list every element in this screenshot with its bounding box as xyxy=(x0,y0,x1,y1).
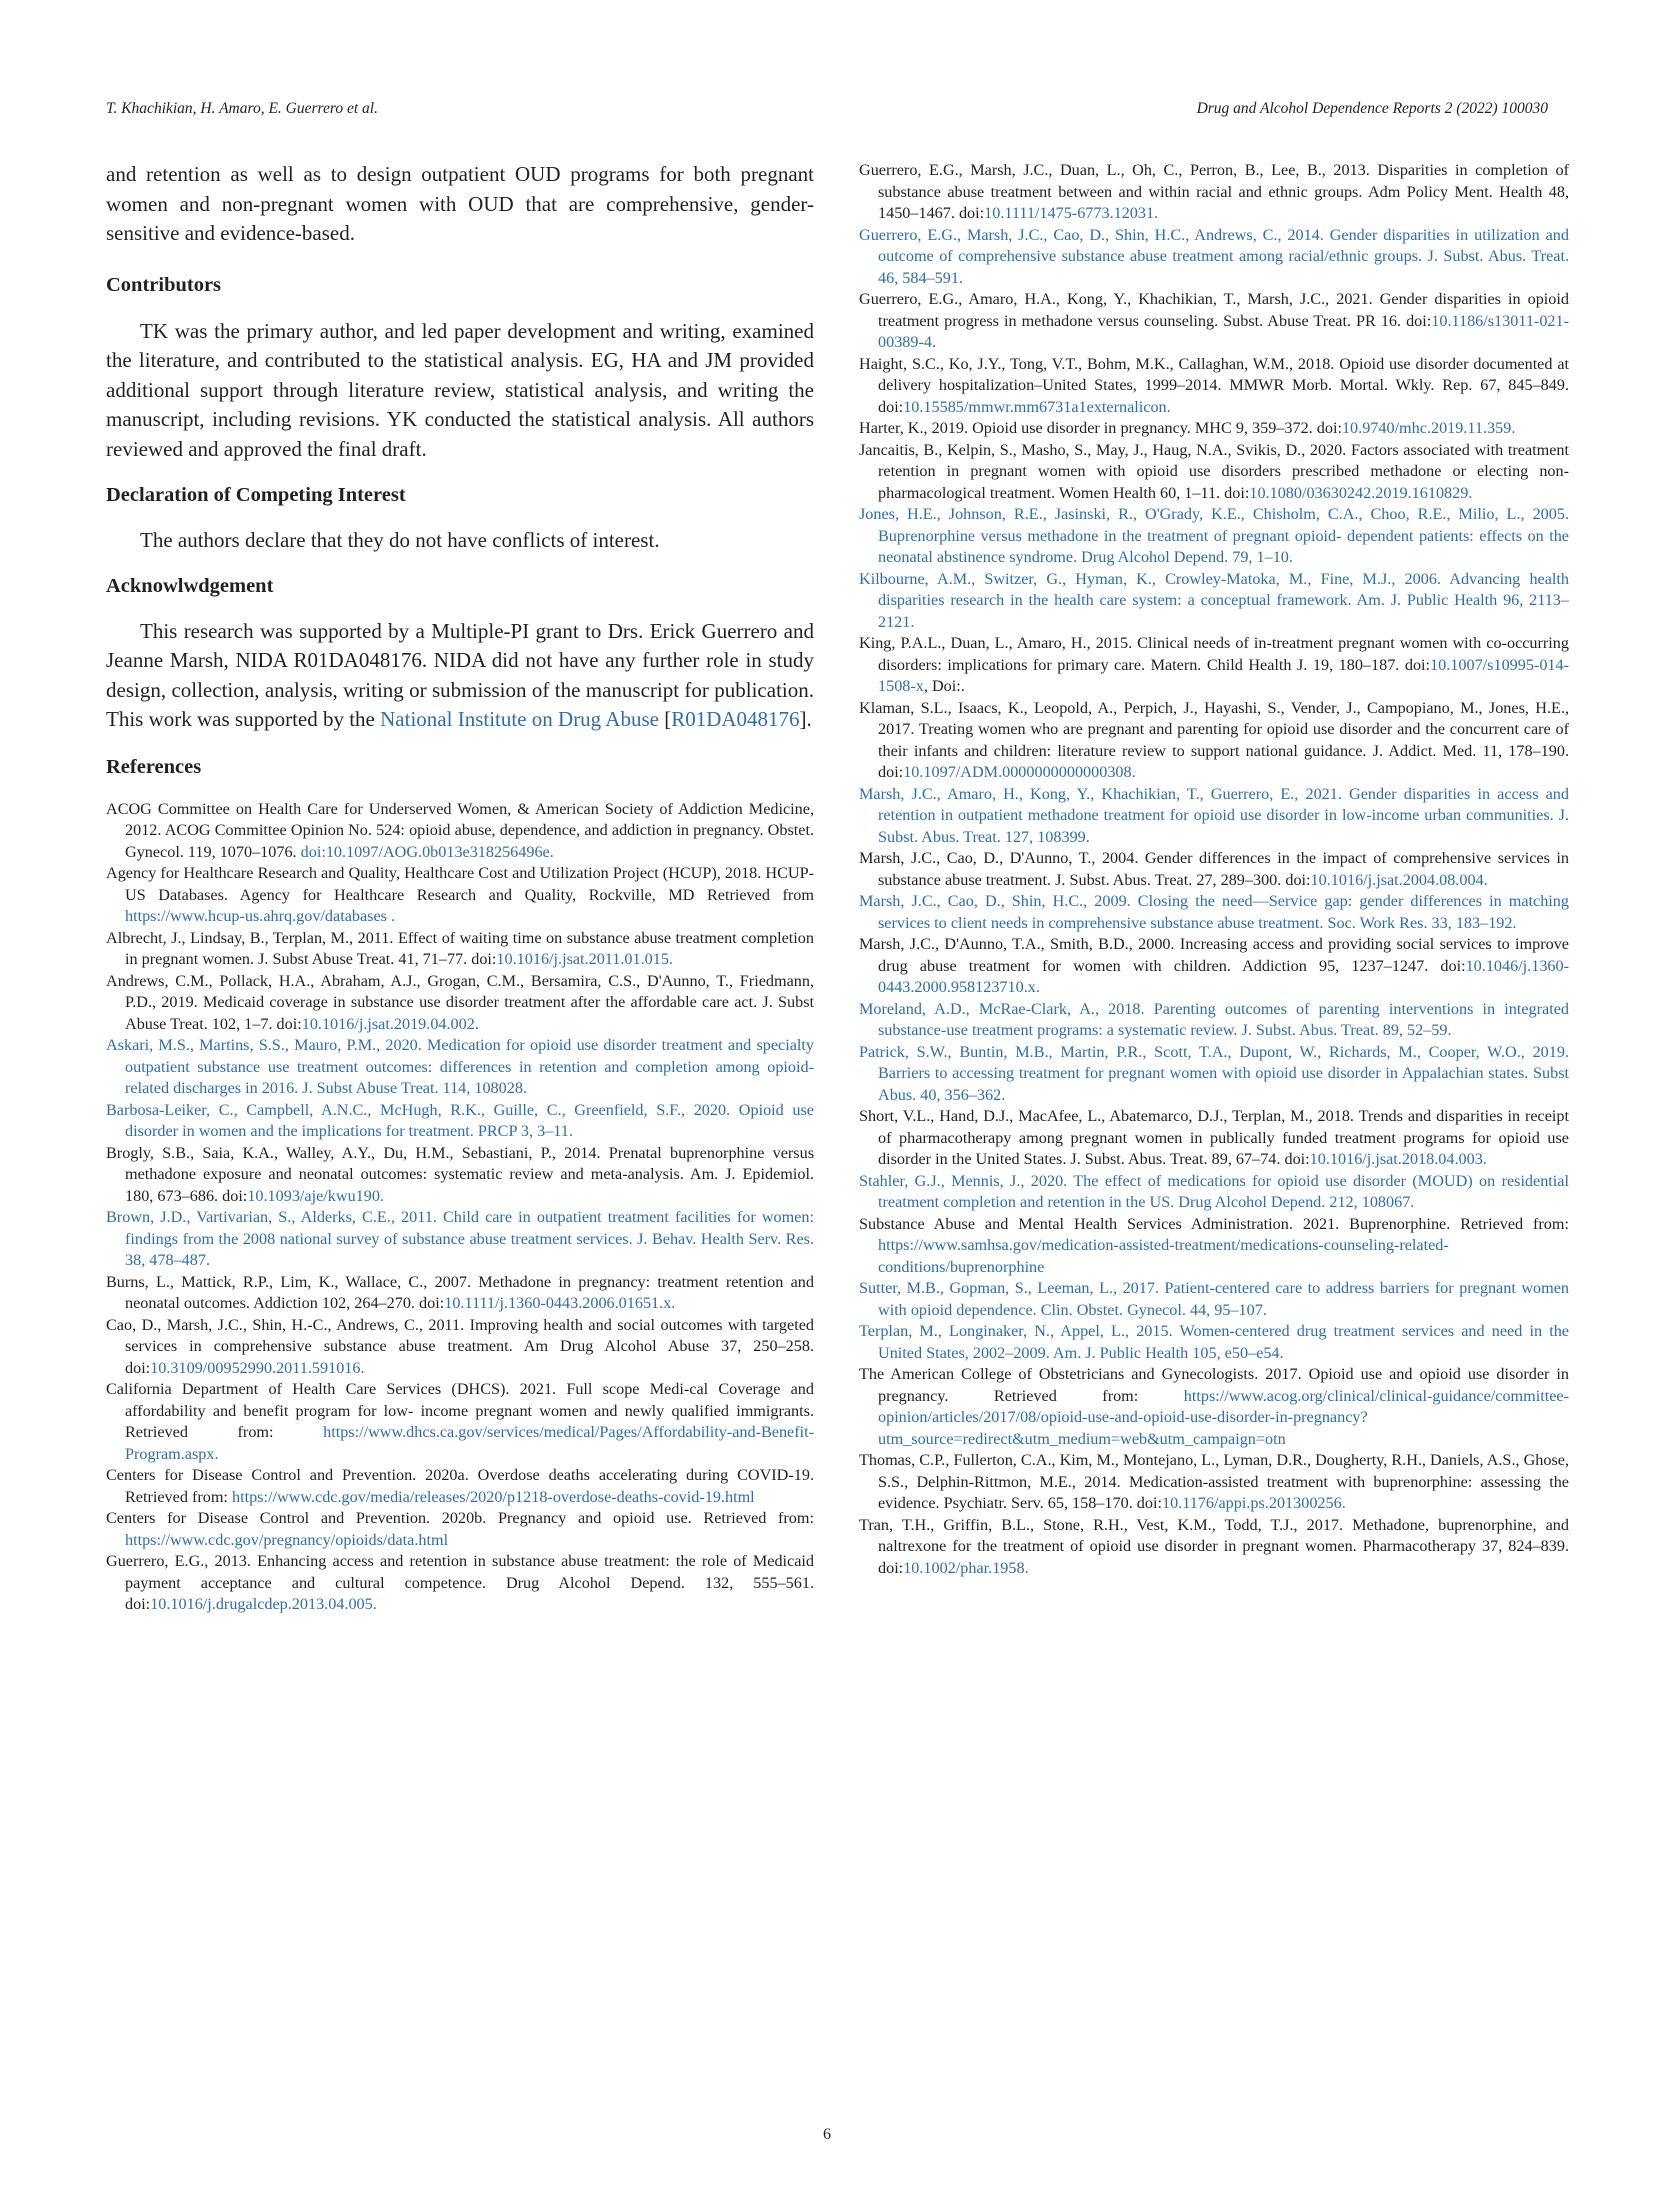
funder-link[interactable]: National Institute on Drug Abuse xyxy=(380,707,659,731)
reference-text: ACOG Committee on Health Care for Underserved Women, & American Society of Addiction Medicine, 2012. ACOG Committee Opinion No. 524: opioid abuse, dependence, and addiction in pregnancy. Obstet. Gynecol. 119, 1070–1076. xyxy=(106,799,814,861)
reference-entry xyxy=(106,799,814,864)
reference-linked-text[interactable]: Kilbourne, A.M., Switzer, G., Hyman, K., Crowley-Matoka, M., Fine, M.J., 2006. Advancing health disparities research in the health care system: a conceptual framework. Am. J. Public Health 96, 2113–2121. xyxy=(859,569,1569,631)
reference-linked-text[interactable]: Moreland, A.D., McRae-Clark, A., 2018. Parenting outcomes of parenting interventions in integrated substance-use treatment programs: a systematic review. J. Subst. Abus. Treat. 89, 52–59. xyxy=(859,999,1569,1039)
grant-close-bracket: ]. xyxy=(799,707,812,731)
acknowledgement-paragraph xyxy=(106,617,814,735)
reference-doi-link[interactable]: 10.1186/s13011-021-00389-4. xyxy=(878,311,1569,351)
reference-doi-link[interactable]: 10.3109/00952990.2011.591016. xyxy=(150,1358,365,1377)
reference-text: Harter, K., 2019. Opioid use disorder in pregnancy. MHC 9, 359–372. doi: xyxy=(859,419,1342,437)
reference-list-left xyxy=(106,799,814,1616)
reference-doi-link[interactable]: 10.1016/j.drugalcdep.2013.04.005. xyxy=(150,1595,377,1613)
left-column xyxy=(106,160,814,1616)
reference-text: Marsh, J.C., Cao, D., D'Aunno, T., 2004. Gender differences in the impact of comprehensive services in substance abuse treatment. J. Subst. Abus. Treat. 27, 289–300. doi: xyxy=(859,849,1569,889)
reference-doi-link[interactable]: 10.1016/j.jsat.2019.04.002. xyxy=(301,1014,479,1033)
reference-entry xyxy=(106,863,814,928)
reference-doi-link[interactable]: 10.1046/j.1360-0443.2000.958123710.x. xyxy=(878,956,1569,996)
reference-text: Brogly, S.B., Saia, K.A., Walley, A.Y., Du, H.M., Sebastiani, P., 2014. Prenatal buprenorphine versus methadone exposure and neonatal outcomes: systematic review and meta-analysis. Am. J. Epidemiol. 180, 673–686. doi: xyxy=(106,1143,814,1205)
reference-text: Haight, S.C., Ko, J.Y., Tong, V.T., Bohm, M.K., Callaghan, W.M., 2018. Opioid use disorder documented at delivery hospitalization–United States, 1999–2014. MMWR Morb. Mortal. Wkly. Rep. 67, 845–849. doi: xyxy=(859,354,1569,416)
reference-linked-text[interactable]: Askari, M.S., Martins, S.S., Mauro, P.M., 2020. Medication for opioid use disorder treatment and specialty outpatient substance use treatment outcomes: differences in retention and completion among opioid-related discharges in 2016. J. Subst Abuse Treat. 114, 108028. xyxy=(106,1036,814,1097)
reference-entry xyxy=(859,354,1569,419)
reference-text: Guerrero, E.G., 2013. Enhancing access and retention in substance abuse treatment: the role of Medicaid payment acceptance and cultural competence. Drug Alcohol Depend. 132, 555–561. doi: xyxy=(106,1552,814,1613)
reference-doi-link[interactable]: 10.1002/phar.1958. xyxy=(903,1558,1029,1577)
reference-entry xyxy=(106,1508,814,1551)
reference-entry[interactable] xyxy=(859,225,1569,290)
reference-entry[interactable] xyxy=(106,1035,814,1100)
reference-entry xyxy=(859,440,1569,505)
reference-entry xyxy=(859,633,1569,698)
reference-list-right xyxy=(859,160,1569,1579)
reference-entry xyxy=(859,934,1569,999)
reference-entry[interactable] xyxy=(859,999,1569,1042)
reference-entry xyxy=(859,1106,1569,1171)
running-header-authors: T. Khachikian, H. Amaro, E. Guerrero et al. xyxy=(106,100,378,117)
reference-text: The American College of Obstetricians and Gynecologists. 2017. Opioid use and opioid use disorder in pregnancy. Retrieved from: xyxy=(859,1365,1569,1405)
reference-text: Andrews, C.M., Pollack, H.A., Abraham, A.J., Grogan, C.M., Bersamira, C.S., D'Aunno, T., Friedmann, P.D., 2019. Medicaid coverage in substance use disorder treatment after the affordable care act. J. Subst Abuse Treat. 102, 1–7. doi: xyxy=(106,971,814,1033)
reference-entry xyxy=(859,848,1569,891)
reference-text: Marsh, J.C., D'Aunno, T.A., Smith, B.D., 2000. Increasing access and providing social services to improve drug abuse treatment for women with children. Addiction 95, 1237–1247. doi: xyxy=(859,935,1569,975)
reference-entry[interactable] xyxy=(106,1100,814,1143)
reference-text: Albrecht, J., Lindsay, B., Terplan, M., 2011. Effect of waiting time on substance abuse treatment completion in pregnant women. J. Subst Abuse Treat. 41, 71–77. doi: xyxy=(106,928,814,968)
acknowledgement-text: This research was supported by a Multiple-PI grant to Drs. Erick Guerrero and Jeanne Marsh, NIDA R01DA048176. NIDA did not have any further role in study design, collection, analysis, writing or submission of the manuscript for publication. This work was supported by the xyxy=(106,618,814,731)
reference-linked-text[interactable]: Sutter, M.B., Gopman, S., Leeman, L., 2017. Patient-centered care to address barriers for pregnant women with opioid dependence. Clin. Obstet. Gynecol. 44, 95–107. xyxy=(859,1279,1569,1319)
reference-entry[interactable] xyxy=(859,504,1569,569)
reference-entry[interactable] xyxy=(859,891,1569,934)
grant-number-link[interactable]: R01DA048176 xyxy=(671,707,800,731)
reference-doi-link[interactable]: https://www.hcup-us.ahrq.gov/databases . xyxy=(125,907,396,925)
reference-entry[interactable] xyxy=(859,1278,1569,1321)
intro-paragraph: and retention as well as to design outpatient OUD programs for both pregnant women and non-pregnant women with OUD that are comprehensive, gender-sensitive and evidence-based. xyxy=(106,162,814,245)
reference-linked-text[interactable]: Brown, J.D., Vartivarian, S., Alderks, C.E., 2011. Child care in outpatient treatment facilities for women: findings from the 2008 national survey of substance abuse treatment services. J. Behav. Health Serv. Res. 38, 478–487. xyxy=(106,1208,814,1269)
reference-linked-text[interactable]: Marsh, J.C., Cao, D., Shin, H.C., 2009. Closing the need—Service gap: gender differences in matching services to client needs in comprehensive substance abuse treatment. Soc. Work Res. 33, 183–192. xyxy=(859,892,1569,932)
reference-entry xyxy=(859,1214,1569,1279)
reference-text: Thomas, C.P., Fullerton, C.A., Kim, M., Montejano, L., Lyman, D.R., Dougherty, R.H., Daniels, A.S., Ghose, S.S., Delphin-Rittmon, M.E., 2014. Medication-assisted treatment with buprenorphine: assessing the evidence. Psychiatr. Serv. 65, 158–170. doi: xyxy=(859,1451,1569,1512)
reference-text: Short, V.L., Hand, D.J., MacAfee, L., Abatemarco, D.J., Terplan, M., 2018. Trends and disparities in receipt of pharmacotherapy among pregnant women in publically funded treatment programs for opioid use disorder in the United States. J. Subst. Abus. Treat. 89, 67–74. doi: xyxy=(859,1107,1569,1168)
reference-entry xyxy=(859,1450,1569,1515)
reference-entry xyxy=(106,1315,814,1380)
reference-entry[interactable] xyxy=(859,1171,1569,1214)
reference-doi-link[interactable]: https://www.samhsa.gov/medication-assisted-treatment/medications-counseling-related-conditions/buprenorphine xyxy=(878,1236,1449,1276)
reference-doi-link[interactable]: https://www.cdc.gov/media/releases/2020/p1218-overdose-deaths-covid-19.html xyxy=(231,1487,755,1506)
reference-text: Substance Abuse and Mental Health Services Administration. 2021. Buprenorphine. Retrieved from: xyxy=(859,1214,1569,1233)
reference-entry xyxy=(106,1465,814,1508)
reference-entry xyxy=(106,1272,814,1315)
contributors-paragraph: TK was the primary author, and led paper development and writing, examined the literature, and contributed to the statistical analysis. EG, HA and JM provided additional support through literature review, statistical analysis, and writing the manuscript, including revisions. YK conducted the statistical analysis. All authors reviewed and approved the final draft. xyxy=(106,318,814,461)
reference-doi-link[interactable]: 10.1111/j.1360-0443.2006.01651.x. xyxy=(444,1294,676,1312)
reference-linked-text[interactable]: Stahler, G.J., Mennis, J., 2020. The effect of medications for opioid use disorder (MOUD) on residential treatment completion and retention in the US. Drug Alcohol Depend. 212, 108067. xyxy=(859,1171,1569,1211)
reference-text: Centers for Disease Control and Prevention. 2020a. Overdose deaths accelerating during COVID-19. Retrieved from: xyxy=(106,1466,814,1506)
reference-text: Centers for Disease Control and Prevention. 2020b. Pregnancy and opioid use. Retrieved from: xyxy=(106,1509,814,1527)
competing-interest-heading: Declaration of Competing Interest xyxy=(106,484,406,506)
reference-doi-link[interactable]: 10.1093/aje/kwu190. xyxy=(247,1186,384,1205)
reference-doi-link[interactable]: 10.1016/j.jsat.2011.01.015. xyxy=(496,950,673,968)
reference-linked-text[interactable]: Marsh, J.C., Amaro, H., Kong, Y., Khachikian, T., Guerrero, E., 2021. Gender disparities in access and retention in outpatient methadone treatment for opioid use disorder in low-income urban communities. J. Subst. Abus. Treat. 127, 108399. xyxy=(859,784,1569,846)
reference-entry xyxy=(859,1515,1569,1580)
reference-doi-link[interactable]: 10.1111/1475-6773.12031. xyxy=(984,204,1159,222)
reference-doi-link[interactable]: 10.1176/appi.ps.201300256. xyxy=(1161,1494,1346,1512)
grant-open-bracket: [ xyxy=(658,707,672,731)
references-heading: References xyxy=(106,755,202,778)
reference-text: California Department of Health Care Services (DHCS). 2021. Full scope Medi-cal Coverage and affordability and benefit program for low- income pregnant women and newly qualified immigrants. Retrieved from: xyxy=(106,1380,814,1441)
reference-doi-link[interactable]: 10.1007/s10995-014-1508-x xyxy=(878,655,1569,695)
reference-entry xyxy=(106,1143,814,1208)
reference-text: Cao, D., Marsh, J.C., Shin, H.-C., Andrews, C., 2011. Improving health and social outcomes with targeted services in comprehensive substance abuse treatment. Am Drug Alcohol Abuse 37, 250–258. doi: xyxy=(106,1315,814,1377)
reference-entry[interactable] xyxy=(859,569,1569,634)
reference-text: Jancaitis, B., Kelpin, S., Masho, S., May, J., Haug, N.A., Svikis, D., 2020. Factors associated with treatment retention in pregnant women with opioid use disorders prescribed methadone or electing non-pharmacological treatment. Women Health 60, 1–11. doi: xyxy=(859,440,1569,502)
reference-text: King, P.A.L., Duan, L., Amaro, H., 2015. Clinical needs of in-treatment pregnant women with co-occurring disorders: implications for primary care. Matern. Child Health J. 19, 180–187. doi: xyxy=(859,634,1569,674)
reference-linked-text[interactable]: Terplan, M., Longinaker, N., Appel, L., 2015. Women-centered drug treatment services and need in the United States, 2002–2009. Am. J. Public Health 105, e50–e54. xyxy=(859,1322,1569,1362)
reference-entry[interactable] xyxy=(859,784,1569,849)
reference-doi-link[interactable]: 10.1080/03630242.2019.1610829. xyxy=(1249,483,1473,502)
reference-text: Tran, T.H., Griffin, B.L., Stone, R.H., Vest, K.M., Todd, T.J., 2017. Methadone, buprenorphine, and naltrexone for the treatment of opioid use disorder in pregnant women. Pharmacotherapy 37, 824–839. doi: xyxy=(859,1515,1569,1577)
reference-entry[interactable] xyxy=(859,1042,1569,1107)
reference-text: Guerrero, E.G., Amaro, H.A., Kong, Y., Khachikian, T., Marsh, J.C., 2021. Gender disparities in opioid treatment progress in methadone versus counseling. Subst. Abuse Treat. PR 16. doi: xyxy=(859,290,1569,330)
page-number: 6 xyxy=(823,2126,831,2143)
reference-linked-text[interactable]: Guerrero, E.G., Marsh, J.C., Cao, D., Shin, H.C., Andrews, C., 2014. Gender disparities in utilization and outcome of comprehensive substance abuse treatment among racial/ethnic groups. J. Subst. Abus. Treat. 46, 584–591. xyxy=(859,225,1569,287)
reference-entry xyxy=(106,928,814,971)
acknowledgement-heading: Acknowlwdgement xyxy=(106,574,274,597)
reference-entry xyxy=(106,1551,814,1616)
reference-entry xyxy=(859,289,1569,354)
right-column xyxy=(859,160,1569,1579)
reference-linked-text[interactable]: Barbosa-Leiker, C., Campbell, A.N.C., McHugh, R.K., Guille, C., Greenfield, S.F., 2020. Opioid use disorder in women and the implications for treatment. PRCP 3, 3–11. xyxy=(106,1100,814,1140)
reference-doi-link[interactable]: 10.1016/j.jsat.2004.08.004. xyxy=(1310,870,1488,889)
reference-text: Burns, L., Mattick, R.P., Lim, K., Wallace, C., 2007. Methadone in pregnancy: treatment retention and neonatal outcomes. Addiction 102, 264–270. doi: xyxy=(106,1272,814,1312)
reference-doi-link[interactable]: https://www.cdc.gov/pregnancy/opioids/data.html xyxy=(125,1530,449,1549)
reference-doi-link[interactable]: 10.9740/mhc.2019.11.359. xyxy=(1341,419,1516,437)
reference-entry xyxy=(859,160,1569,225)
reference-doi-link[interactable]: 10.15585/mmwr.mm6731a1externalicon. xyxy=(903,397,1171,416)
reference-entry xyxy=(106,971,814,1036)
reference-doi-link[interactable]: doi:10.1097/AOG.0b013e318256496e. xyxy=(300,842,554,861)
reference-linked-text[interactable]: Patrick, S.W., Buntin, M.B., Martin, P.R., Scott, T.A., Dupont, W., Richards, M., Cooper, W.O., 2019. Barriers to accessing treatment for pregnant women with opioid use disorder in Appalachian states. Subst Abus. 40, 356–362. xyxy=(859,1042,1569,1104)
reference-text: Guerrero, E.G., Marsh, J.C., Duan, L., Oh, C., Perron, B., Lee, B., 2013. Disparities in completion of substance abuse treatment between and within racial and ethnic groups. Adm Policy Ment. Health 48, 1450–1467. doi: xyxy=(859,161,1569,222)
reference-doi-link[interactable]: 10.1097/ADM.0000000000000308. xyxy=(903,763,1136,781)
reference-text: Klaman, S.L., Isaacs, K., Leopold, A., Perpich, J., Hayashi, S., Vender, J., Campopiano, M., Jones, H.E., 2017. Treating women who are pregnant and parenting for opioid use disorder and the concurrent care of their infants and children: literature review to support national guidance. J. Addict. Med. 11, 178–190. doi: xyxy=(859,698,1569,781)
reference-doi-link[interactable]: https://www.dhcs.ca.gov/services/medical/Pages/Affordability-and-Benefit-Program.aspx. xyxy=(125,1423,814,1463)
reference-entry xyxy=(106,1379,814,1465)
reference-doi-link[interactable]: 10.1016/j.jsat.2018.04.003. xyxy=(1309,1150,1487,1168)
reference-doi-link[interactable]: https://www.acog.org/clinical/clinical-guidance/committee-opinion/articles/2017/08/opioid-use-and-opioid-use-disorder-in-pregnancy?utm_source=redirect&utm_medium=web&utm_campaign=otn xyxy=(878,1386,1569,1448)
running-header-journal: Drug and Alcohol Dependence Reports 2 (2022) 100030 xyxy=(1196,100,1548,117)
reference-linked-text[interactable]: Jones, H.E., Johnson, R.E., Jasinski, R., O'Grady, K.E., Chisholm, C.A., Choo, R.E., Milio, L., 2005. Buprenorphine versus methadone in the treatment of pregnant opioid- dependent patients: effects on the neonatal abstinence syndrome. Drug Alcohol Depend. 79, 1–10. xyxy=(859,505,1569,566)
reference-trailing-text: , Doi:. xyxy=(923,677,965,695)
reference-entry xyxy=(859,698,1569,784)
competing-interest-paragraph: The authors declare that they do not have conflicts of interest. xyxy=(140,528,660,552)
reference-text: Agency for Healthcare Research and Quality, Healthcare Cost and Utilization Project (HCUP), 2018. HCUP-US Databases. Agency for Healthcare Research and Quality, Rockville, MD Retrieved from xyxy=(106,864,814,904)
reference-entry xyxy=(859,1364,1569,1450)
reference-entry[interactable] xyxy=(859,1321,1569,1364)
contributors-heading: Contributors xyxy=(106,273,222,296)
reference-entry[interactable] xyxy=(106,1207,814,1272)
reference-entry xyxy=(859,418,1569,440)
